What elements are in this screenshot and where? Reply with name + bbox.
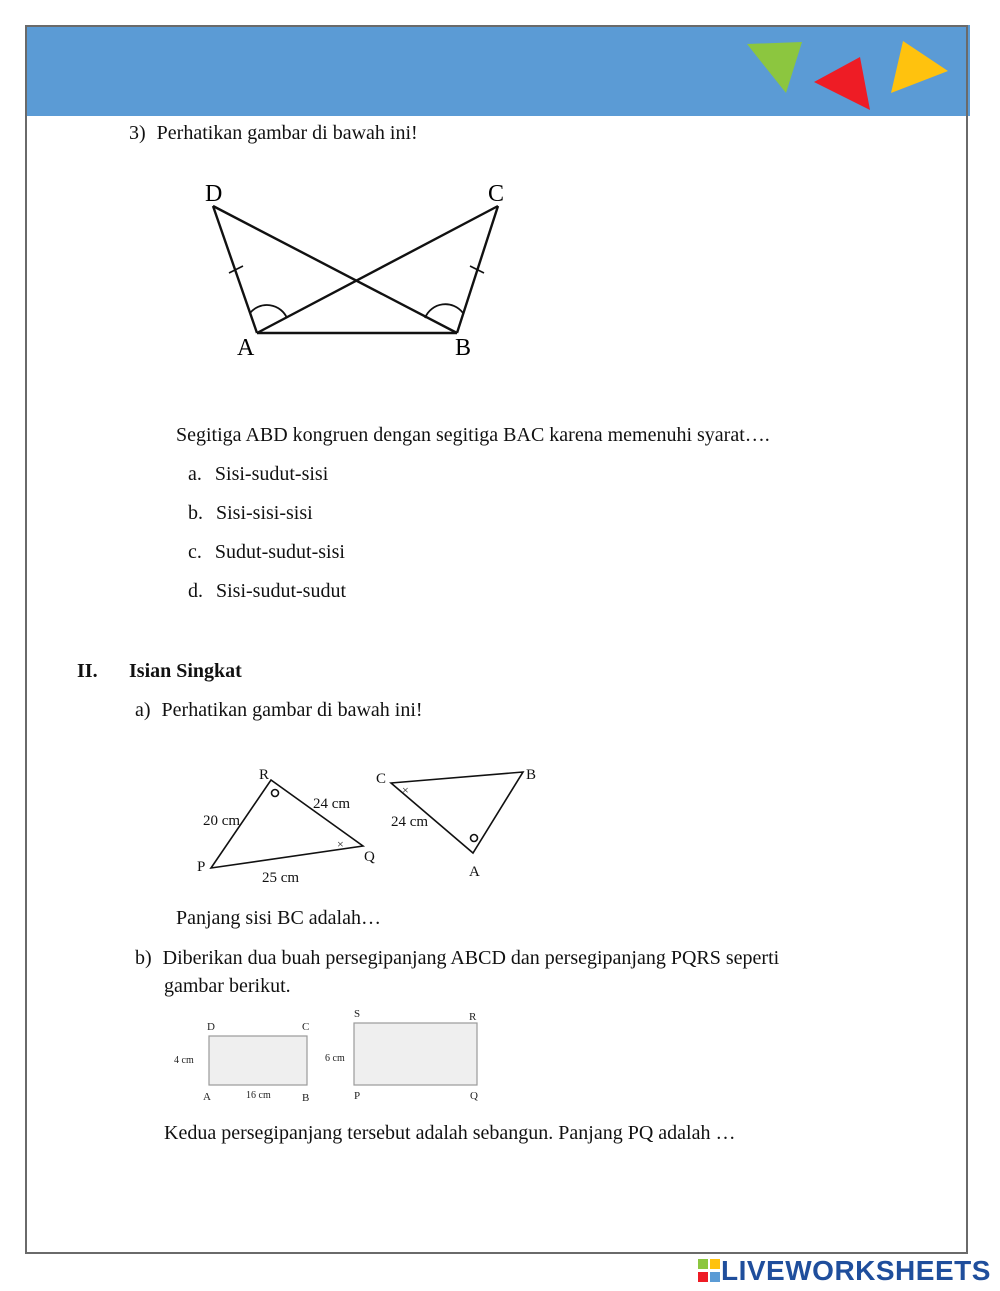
- item-b-letter: b): [135, 947, 152, 969]
- section2-title: Isian Singkat: [129, 660, 242, 682]
- angle-mark-C: ×: [402, 783, 409, 797]
- label-PS-length: 6 cm: [325, 1053, 345, 1064]
- item-b-line1: Diberikan dua buah persegipanjang ABCD dan persegipanjang PQRS seperti: [162, 947, 780, 969]
- liveworksheets-icon: [697, 1257, 721, 1285]
- label-A2: A: [469, 864, 480, 880]
- item-a-prompt: Perhatikan gambar di bawah ini!: [161, 699, 423, 721]
- angle-mark-Q: ×: [337, 837, 344, 851]
- option-letter: b.: [188, 502, 203, 524]
- label-D: D: [205, 181, 223, 207]
- label-C2: C: [376, 771, 387, 787]
- section2-numeral: II.: [77, 660, 98, 682]
- item-b-question: Kedua persegipanjang tersebut adalah sebangun. Panjang PQ adalah …: [164, 1122, 736, 1144]
- option-text: Sisi-sudut-sisi: [214, 463, 329, 485]
- label-CA-length: 24 cm: [391, 814, 429, 830]
- label-R: R: [259, 767, 270, 783]
- label-rect-B: B: [302, 1092, 310, 1104]
- brand-name: LIVEWORKSHEETS: [721, 1255, 991, 1286]
- label-rect-A: A: [203, 1091, 211, 1103]
- q3-prompt: Perhatikan gambar di bawah ini!: [156, 122, 418, 144]
- label-rect-Q: Q: [470, 1090, 478, 1102]
- rectangle-ABCD: [209, 1036, 307, 1085]
- rectangle-PQRS: [354, 1023, 477, 1085]
- item-a-letter: a): [135, 699, 151, 721]
- option-text: Sisi-sisi-sisi: [216, 502, 313, 524]
- label-AB-length: 16 cm: [246, 1090, 271, 1101]
- option-letter: a.: [188, 463, 202, 485]
- option-text: Sisi-sudut-sudut: [216, 580, 347, 602]
- label-B: B: [455, 335, 472, 361]
- item-a-question: Panjang sisi BC adalah…: [176, 907, 381, 929]
- q3-question: Segitiga ABD kongruen dengan segitiga BAC karena memenuhi syarat….: [176, 424, 770, 446]
- label-rect-C: C: [302, 1021, 310, 1033]
- label-AD-length: 4 cm: [174, 1055, 194, 1066]
- label-PR-length: 20 cm: [203, 813, 241, 829]
- label-RQ-length: 24 cm: [313, 796, 351, 812]
- liveworksheets-logo[interactable]: [697, 1255, 991, 1287]
- option-letter: c.: [188, 541, 202, 563]
- label-rect-D: D: [207, 1021, 215, 1033]
- option-letter: d.: [188, 580, 203, 602]
- label-C: C: [488, 181, 505, 207]
- label-PQ-length: 25 cm: [262, 870, 300, 886]
- label-P: P: [197, 859, 206, 875]
- item-b-line2: gambar berikut.: [164, 975, 291, 997]
- label-B2: B: [526, 767, 537, 783]
- label-rect-P: P: [354, 1090, 361, 1102]
- option-text: Sudut-sudut-sisi: [214, 541, 345, 563]
- label-Q: Q: [364, 849, 375, 865]
- label-rect-S: S: [354, 1008, 361, 1020]
- label-A: A: [237, 335, 255, 361]
- q3-number: 3): [129, 122, 146, 144]
- label-rect-R: R: [469, 1011, 477, 1023]
